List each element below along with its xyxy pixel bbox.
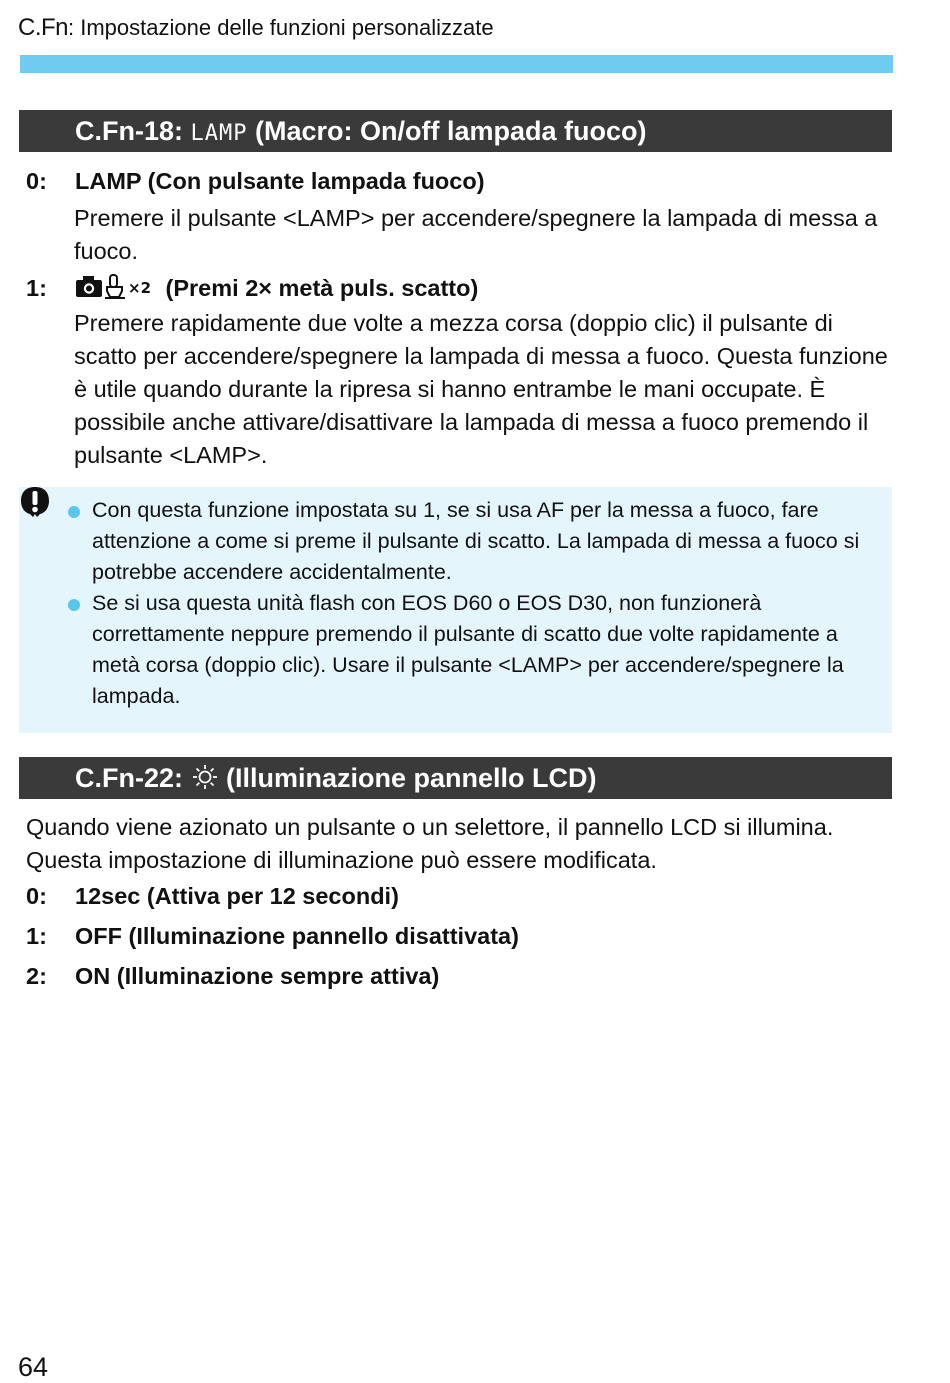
option-label: LAMP (Con pulsante lampada fuoco)	[75, 168, 485, 194]
page-number: 64	[18, 1352, 49, 1382]
section-intro: Quando viene azionato un pulsante o un selettore, il pannello LCD si illumina. Questa impostazione di illuminazione può essere modificata.	[26, 814, 834, 873]
lamp-glyph: LAMP	[190, 121, 248, 146]
option-label: ON (Illuminazione sempre attiva)	[75, 963, 440, 989]
option-row-0	[26, 168, 485, 195]
bullet-dot	[68, 599, 80, 611]
header-title: : Impostazione delle funzioni personalizzate	[68, 15, 494, 40]
option-number: 1:	[26, 923, 47, 949]
option-row-1	[26, 273, 478, 305]
option-label: 12sec (Attiva per 12 secondi)	[75, 883, 399, 909]
option-number: 2:	[26, 963, 47, 989]
cfn-mark: C.Fn	[18, 14, 69, 41]
page-header	[18, 14, 494, 42]
option-description: Premere rapidamente due volte a mezza corsa (doppio clic) il pulsante di scatto per accendere/spegnere la lampada di messa a fuoco. Questa funzione è utile quando durante la ripresa si hanno entrambe le mani occupate. È possibile anche attivare/disattivare la lampada di messa a fuoco premendo il pulsante <LAMP>.	[74, 310, 888, 468]
option-description: Premere il pulsante <LAMP> per accendere/spegnere la lampada di messa a fuoco.	[74, 205, 878, 264]
option-label: OFF (Illuminazione pannello disattivata)	[75, 923, 519, 949]
svg-text:×2: ×2	[128, 279, 152, 297]
section-title: (Illuminazione pannello LCD)	[218, 763, 597, 793]
option-row-0	[26, 883, 399, 910]
caution-icon	[20, 486, 50, 518]
section-label: C.Fn-18:	[75, 116, 191, 146]
section-heading-cfn18	[19, 110, 892, 152]
section-title: (Macro: On/off lampada fuoco)	[247, 116, 647, 146]
option-number: 0:	[26, 168, 47, 194]
section-label: C.Fn-22:	[75, 763, 191, 793]
option-number: 1:	[26, 275, 47, 301]
section-heading-cfn22	[19, 757, 892, 799]
option-row-2	[26, 963, 439, 990]
option-label: (Premi 2× metà puls. scatto)	[159, 275, 479, 301]
header-color-bar	[20, 55, 893, 73]
camera-shutter-double-press-icon	[75, 273, 159, 305]
option-row-1	[26, 923, 519, 950]
caution-bullet-2: Se si usa questa unità flash con EOS D60 o EOS D30, non funzionerà correttamente neppure premendo il pulsante di scatto due volte rapidamente a metà corsa (doppio clic). Usare il pulsante <LAMP> per accendere/spegnere la lampada.	[92, 591, 844, 708]
caution-bullet-1: Con questa funzione impostata su 1, se si usa AF per la messa a fuoco, fare attenzione a come si preme il pulsante di scatto. La lampada di messa a fuoco si potrebbe accendere accidentalmente.	[92, 498, 860, 584]
option-number: 0:	[26, 883, 47, 909]
lcd-illumination-icon	[191, 760, 219, 802]
bullet-dot	[68, 506, 80, 518]
